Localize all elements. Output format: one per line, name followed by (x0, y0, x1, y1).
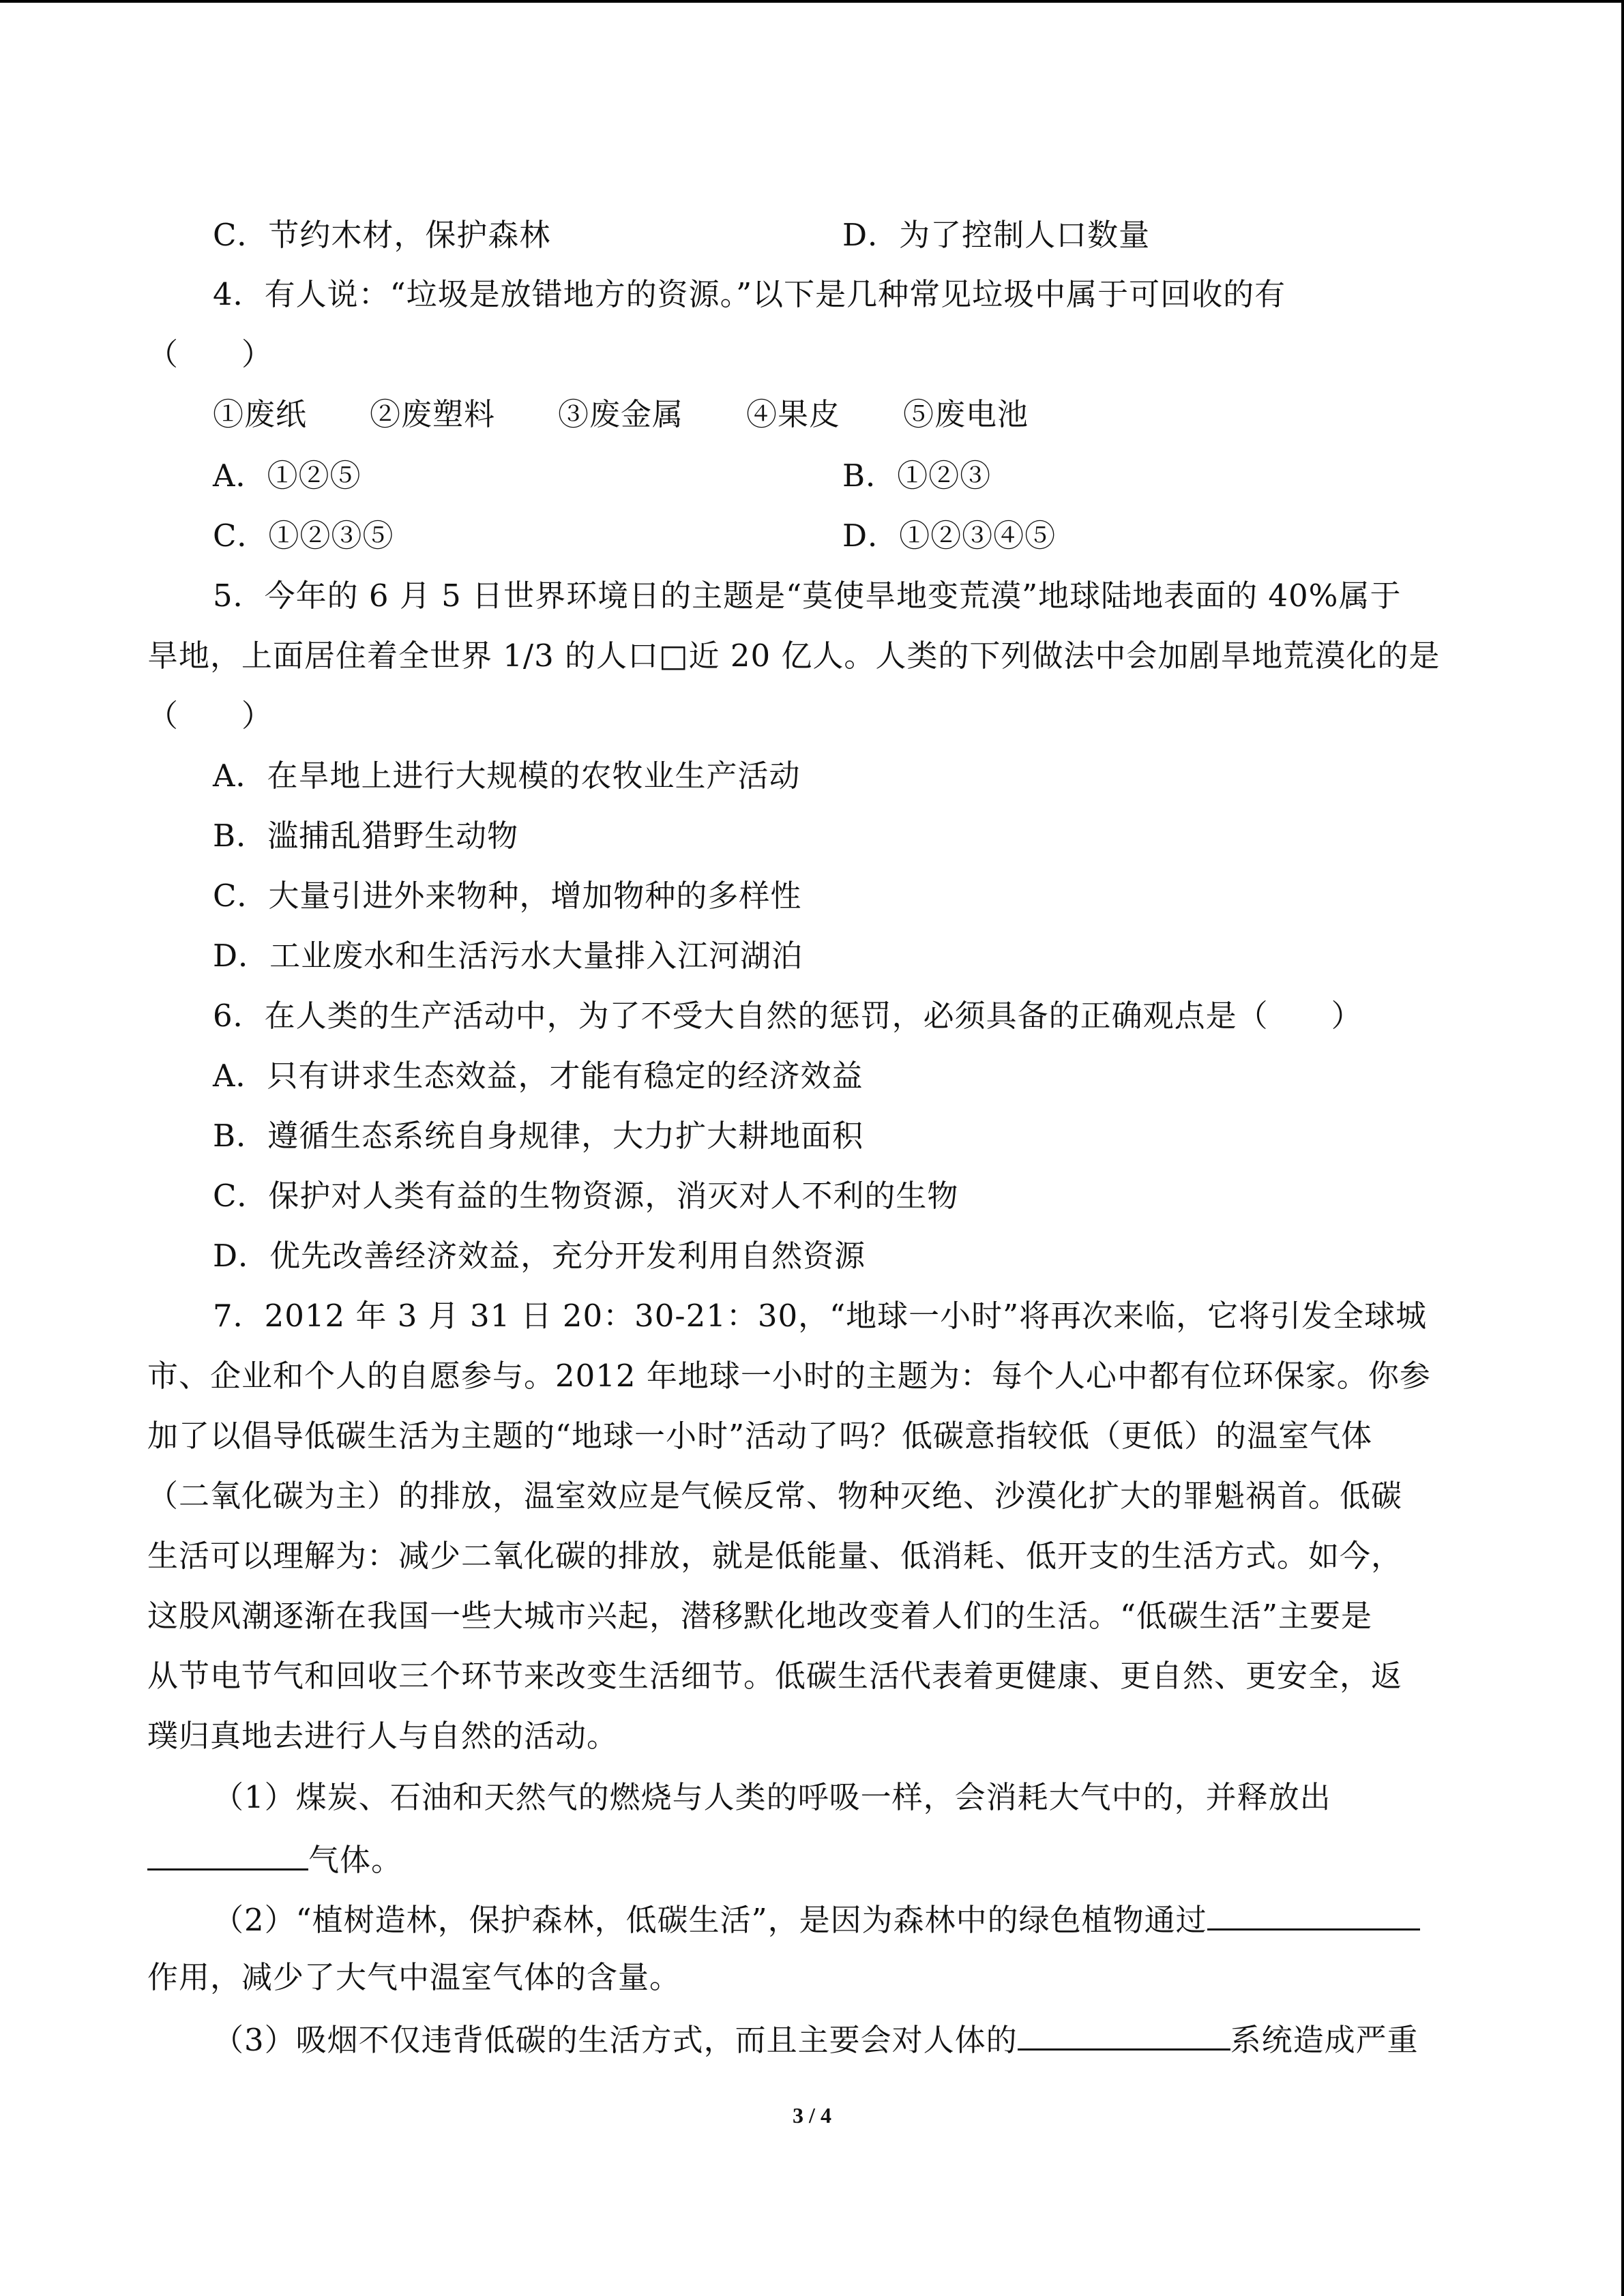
q6-option-a: A．只有讲求生态效益，才能有稳定的经济效益 (213, 1058, 863, 1094)
q7-passage-line: （二氧化碳为主）的排放，温室效应是气候反常、物种灭绝、沙漠化扩大的罪魁祸首。低碳 (147, 1478, 1403, 1514)
q7-passage-line: 从节电节气和回收三个环节来改变生活细节。低碳生活代表着更健康、更自然、更安全，返 (147, 1658, 1403, 1694)
q7-passage-line: 7．2012 年 3 月 31 日 20：30-21：30，“地球一小时”将再次来临，它将引发全球城 (213, 1298, 1428, 1334)
q6-option-d: D．优先改善经济效益，充分开发利用自然资源 (213, 1238, 866, 1274)
q5-answer-paren: （ ） (147, 698, 274, 734)
q4-option-a: A．①②⑤ (213, 458, 361, 494)
q7-sub2-tail: 作用，减少了大气中温室气体的含量。 (147, 1959, 681, 1995)
q4-stem: 4．有人说：“垃圾是放错地方的资源。”以下是几种常见垃圾中属于可回收的有 (213, 276, 1286, 312)
q7-sub2-stem: （2）“植树造林，保护森林，低碳生活”，是因为森林中的绿色植物通过 (213, 1902, 1207, 1938)
q3-option-c: C．节约木材，保护森林 (213, 217, 551, 253)
q7-passage-line: 璞归真地去进行人与自然的活动。 (147, 1718, 619, 1754)
q6-option-c: C．保护对人类有益的生物资源，消灭对人不利的生物 (213, 1178, 959, 1214)
q5-option-d: D．工业废水和生活污水大量排入江河湖泊 (213, 938, 803, 974)
q7-passage-line: 生活可以理解为：减少二氧化碳的排放，就是低能量、低消耗、低开支的生活方式。如今， (147, 1538, 1403, 1574)
q4-option-d: D．①②③④⑤ (842, 518, 1057, 554)
page-right-border (1621, 0, 1624, 2296)
q6-stem: 6．在人类的生产活动中，为了不受大自然的惩罚，必须具备的正确观点是（ ） (213, 998, 1363, 1034)
q5-stem-line-2: 旱地，上面居住着全世界 1/3 的人口□近 20 亿人。人类的下列做法中会加剧旱地荒漠化的是 (147, 638, 1441, 674)
q7-sub3-tail: 系统造成严重 (1230, 2022, 1419, 2058)
q7-sub3-stem: （3）吸烟不仅违背低碳的生活方式，而且主要会对人体的 (213, 2022, 1018, 2058)
page-number: 3 / 4 (793, 2103, 831, 2128)
q7-passage-line: 市、企业和个人的自愿参与。2012 年地球一小时的主题为：每个人心中都有位环保家。你参 (147, 1358, 1431, 1394)
q7-sub1-stem: （1）煤炭、石油和天然气的燃烧与人类的呼吸一样，会消耗大气中的，并释放出 (213, 1779, 1331, 1815)
q5-stem-line-1: 5．今年的 6 月 5 日世界环境日的主题是“莫使旱地变荒漠”地球陆地表面的 40%属于 (213, 578, 1402, 614)
q7-sub3-line (213, 2017, 1419, 2061)
q3-option-d: D．为了控制人口数量 (842, 217, 1151, 253)
q6-option-b: B．遵循生态系统自身规律，大力扩大耕地面积 (213, 1118, 864, 1154)
q7-sub2-line-1 (213, 1897, 1420, 1941)
q5-option-a: A．在旱地上进行大规模的农牧业生产活动 (213, 758, 801, 794)
page-top-border (0, 0, 1624, 3)
q7-sub3-answer-blank[interactable] (1018, 2017, 1230, 2051)
q7-sub1-tail: 气体。 (308, 1842, 403, 1878)
q5-option-c: C．大量引进外来物种，增加物种的多样性 (213, 878, 802, 914)
q4-option-b: B．①②③ (842, 458, 992, 494)
q7-passage-line: 这股风潮逐渐在我国一些大城市兴起，潜移默化地改变着人们的生活。“低碳生活”主要是 (147, 1598, 1373, 1634)
q5-option-b: B．滥捕乱猎野生动物 (213, 818, 519, 854)
q7-sub2-answer-blank[interactable] (1207, 1897, 1420, 1930)
q7-sub1-line-2 (147, 1837, 402, 1881)
q4-items: ①废纸 ②废塑料 ③废金属 ④果皮 ⑤废电池 (213, 396, 1029, 432)
q7-passage-line: 加了以倡导低碳生活为主题的“地球一小时”活动了吗？低碳意指较低（更低）的温室气体 (147, 1418, 1373, 1454)
q4-answer-paren: （ ） (147, 336, 274, 372)
q4-option-c: C．①②③⑤ (213, 518, 394, 554)
q7-sub1-answer-blank[interactable] (147, 1837, 308, 1870)
